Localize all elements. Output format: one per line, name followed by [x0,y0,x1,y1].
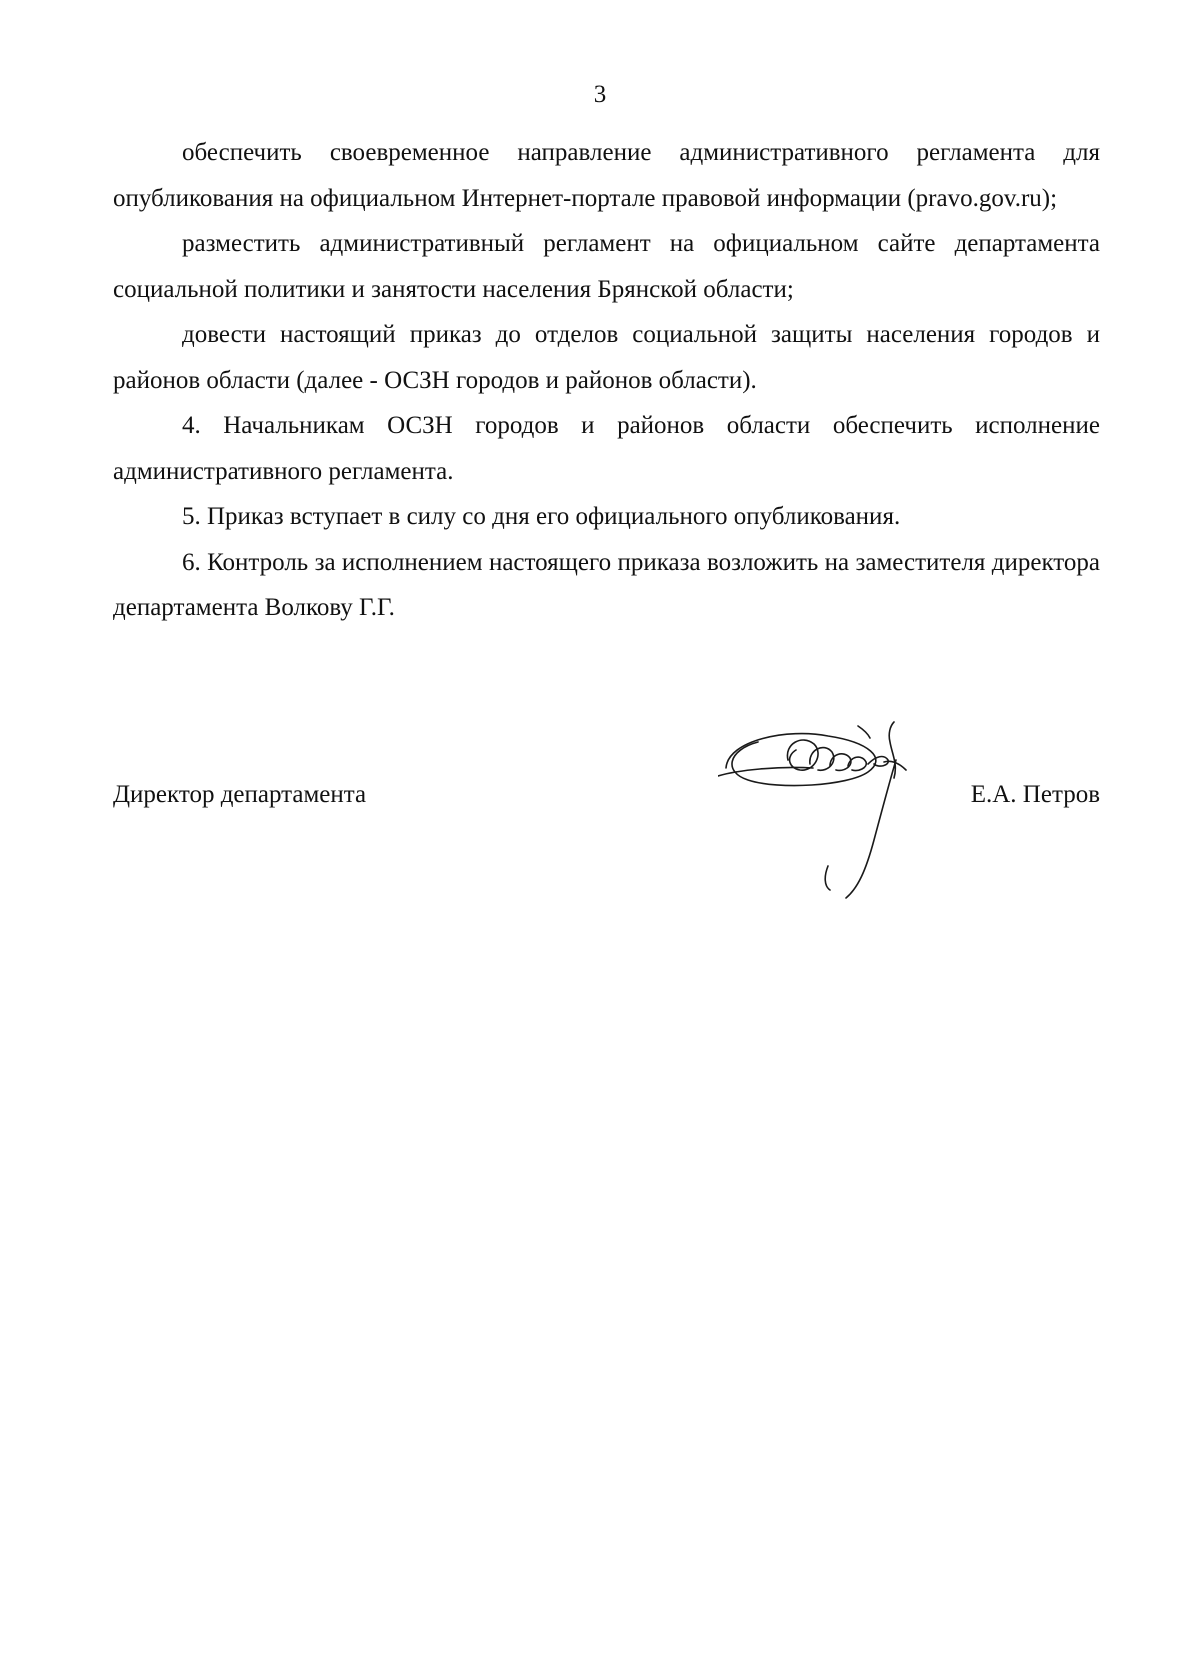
paragraph-bring-to-departments: довести настоящий приказ до отделов социальной защиты населения городов и районов области (далее - ОСЗН городов и районов области). [113,321,1100,394]
signature-block [113,720,1100,930]
page-number: 3 [593,81,607,108]
signatory-name: Е.А. Петров [970,781,1100,808]
paragraph-publish-on-portal: обеспечить своевременное направление административного регламента для опубликования на официальном Интернет-портале правовой информации (pravo.gov.ru); [113,139,1100,212]
paragraph-item-6: 6. Контроль за исполнением настоящего приказа возложить на заместителя директора департамента Волкову Г.Г. [113,548,1100,621]
paragraph-item-5: 5. Приказ вступает в силу со дня его официального опубликования. [182,503,901,530]
paragraph-post-on-website: разместить административный регламент на официальном сайте департамента социальной политики и занятости населения Брянской области; [113,230,1100,303]
paragraph-item-4: 4. Начальникам ОСЗН городов и районов области обеспечить исполнение административного регламента. [113,412,1100,485]
document-body [113,130,1100,631]
handwritten-signature [718,720,948,930]
signatory-position: Директор департамента [113,781,367,808]
